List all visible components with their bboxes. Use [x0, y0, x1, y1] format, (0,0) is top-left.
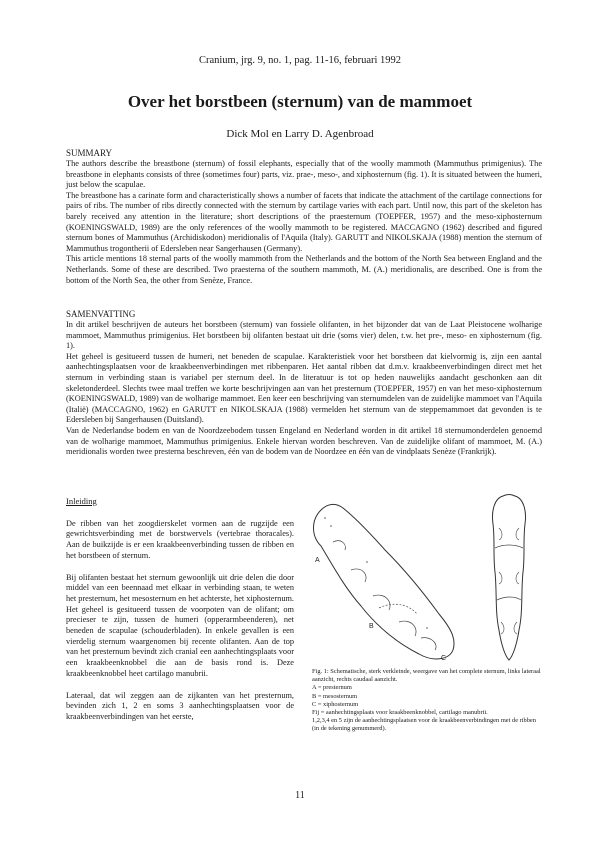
label-b: B	[369, 623, 374, 630]
caption-numbers: 1,2,3,4 en 5 zijn de aanhechtingsplaatsen voor de kraakbeenverbindingen met de ribben (in de tekening genummerd).	[312, 717, 536, 733]
samenvatting-paragraph-3: Van de Nederlandse bodem en van de Noordzeebodem tussen Engeland en Nederland worden in dit artikel 18 sternumonderdelen genoemd van de wolharige mammoet, Mammuthus primigenius. Enkele hiervan worden beschreven. Van de zuidelijke olifant of mammoet, M. (A.) meridionalis worden twee presterna beschreven, één van de bodem van de Noordzee en één van de vindplaats Senèze (Frankrijk).	[66, 425, 542, 457]
caudal-suture-2	[497, 597, 521, 600]
samenvatting-paragraph-1: In dit artikel beschrijven de auteurs het borstbeen (sternum) van fossiele olifanten, in het bijzonder dat van de Laat Pleistocene wolharige mammoet, Mammuthus primigenius. Het borstbeen bij olifanten bestaat uit drie (soms vier) delen, t.w. het pre-, meso- en xiphosternum (fig. 1).	[66, 320, 542, 351]
inleiding-heading: Inleiding	[66, 496, 97, 506]
lateral-facet-5	[421, 638, 436, 650]
lateral-facet-2	[351, 569, 366, 582]
samenvatting-heading: SAMENVATTING	[66, 309, 136, 319]
summary-section	[66, 148, 542, 286]
article-authors: Dick Mol en Larry D. Agenbroad	[226, 128, 374, 140]
sternum-lateral-view	[314, 504, 455, 659]
lateral-suture	[379, 604, 417, 614]
samenvatting-section	[66, 309, 542, 458]
caudal-facet-2	[516, 528, 519, 540]
caption-c: C = xiphosternum	[312, 700, 359, 708]
inleiding-section	[66, 496, 294, 734]
lateral-facet-4	[399, 621, 416, 636]
caption-a: A = presternum	[312, 684, 352, 692]
caudal-facet-3	[499, 572, 502, 584]
caudal-facet-5	[501, 622, 504, 634]
samenvatting-paragraph-2: Het geheel is gesitueerd tussen de humeri, net beneden de scapulae. Karakteristiek voor het borstbeen dat kielvormig is, zijn een aantal aanhechtingsplaatsen voor de kraakbeenverbindingen met ribbenparen. Het aantal ribben dat d.m.v. kraakbeenverbindingen direct met het sternum in verbinding staan is variabel per sternum deel. In de literatuur is tot op heden nauwelijks aandacht geschonken aan dit skeletonderdeel. Slechts twee maal treffen we korte beschrijvingen aan van het presternum (TOEPFER, 1957) en van het meso-xiphosternum (KOENINGSWALD, 1989) van de wolharige mammoet. Een keer een beschrijving van sternumdelen van de zuidelijke mammoet van l'Aquila (Italië) (MACCAGNO, 1962) en GARUTT en NIKOLSKAJA (1988) vermelden het sternum van de steppemammoet dat gevonden is te Edersleben bij Sangerhausen (Duitsland).	[66, 351, 542, 425]
label-c: C	[441, 655, 447, 662]
journal-header: Cranium, jrg. 9, no. 1, pag. 11-16, februari 1992	[198, 55, 402, 66]
lateral-stipple-4	[426, 627, 428, 629]
figure-caption	[312, 668, 542, 734]
summary-paragraph-3: This article mentions 18 sternal parts of the woolly mammoth from the Netherlands and the bottom of the North Sea between England and the Netherlands. Some of these are described. Two praesterna of the southern mammoth, M. (A.) meridionalis, are described. One is from the bottom of the North Sea, the other from Senèze, France.	[66, 254, 542, 285]
caudal-suture-1	[495, 545, 523, 548]
caudal-facet-6	[514, 622, 517, 634]
lateral-facet-1	[333, 541, 345, 550]
lateral-stipple-3	[366, 561, 368, 563]
label-a: A	[315, 557, 320, 564]
lateral-facet-3	[373, 595, 390, 610]
inleiding-paragraph-3: Lateraal, dat wil zeggen aan de zijkanten van het presternum, bevinden zich 1, 2 en soms 3 aanhechtingsplaatsen voor de kraakbeenverbindingen van het eerste,	[66, 690, 294, 721]
caption-fij: Fij = aanhechtingsplaats voor kraakbeenknobbel, cartilago manubrii.	[312, 709, 488, 717]
page-number: 11	[295, 790, 305, 801]
summary-paragraph-2: The breastbone has a carinate form and characteristically shows a number of facets that indicate the attachment of the cartilage connections for pairs of ribs. The number of ribs directly connected with the sternum by cartilage varies with each part. Until now, this part of the skeleton has barely received any attention in the literature; short descriptions of the praesternum (TOEPFER, 1957) and the meso-xiphosternum (KOENINGSWALD, 1989) are the only references of the woolly mammoth to be registered. MACCAGNO (1962) described and figured sternum bones of Mammuthus (Archidiskodon) meridionalis of l'Aquila (Italy). GARUTT and NIKOLSKAJA (1988) mention the sternum of Mammuthus trogontherii of Edersleben near Sangerhausen (Germany).	[66, 190, 542, 253]
lateral-stipple-1	[324, 517, 326, 519]
article-title: Over het borstbeen (sternum) van de mammoet	[127, 92, 473, 111]
lateral-stipple-2	[330, 525, 332, 527]
summary-paragraph-1: The authors describe the breastbone (sternum) of fossil elephants, especially that of the woolly mammoth (Mammuthus primigenius). The breastbone in elephants consists of three (sometimes four) parts, viz. prae-, meso-, and xiphosternum (fig. 1). It is situated between the humeri, just below the scapulae.	[66, 159, 542, 190]
inleiding-paragraph-1: De ribben van het zoogdierskelet vormen aan de rugzijde een gewrichtsverbinding met de borstwervels (vertebrae thoracales). Aan de buikzijde is er een kraakbeenverbinding tussen de ribben en het borstbeen of sternum.	[66, 518, 294, 560]
sternum-figure	[303, 488, 541, 663]
caudal-facet-4	[516, 572, 519, 584]
inleiding-paragraph-2: Bij olifanten bestaat het sternum gewoonlijk uit drie delen die door middel van een beennaad met elkaar in verbinding staan, te weten het presternum, het mesosternum en het achterste, het xiphosternum. Het geheel is gesitueerd tussen de voorpoten van de olifant; om precieser te zijn, tussen de humeri (opperarmbeenderen), net beneden de scapulae (schouderbladen). In enkele gevallen is een vierdelig sternum waargenomen bij recente olifanten. Aan de top van het presternum bevindt zich cranial een aanhechtingsplaats voor een kraakbeenknobbel die aan de basis rond is. Deze kraakbeenknobbel heet cartilago manubrii.	[66, 572, 294, 678]
sternum-caudal-view	[492, 495, 525, 661]
caption-title: Fig. 1: Schematische, sterk verkleinde, weergave van het complete sternum, links lateraal aanzicht, rechts caudaal aanzicht.	[312, 668, 541, 684]
sternum-drawing	[303, 488, 541, 663]
caption-b: B = mesosternum	[312, 692, 358, 700]
summary-heading: SUMMARY	[66, 148, 113, 158]
caudal-facet-1	[499, 528, 502, 540]
